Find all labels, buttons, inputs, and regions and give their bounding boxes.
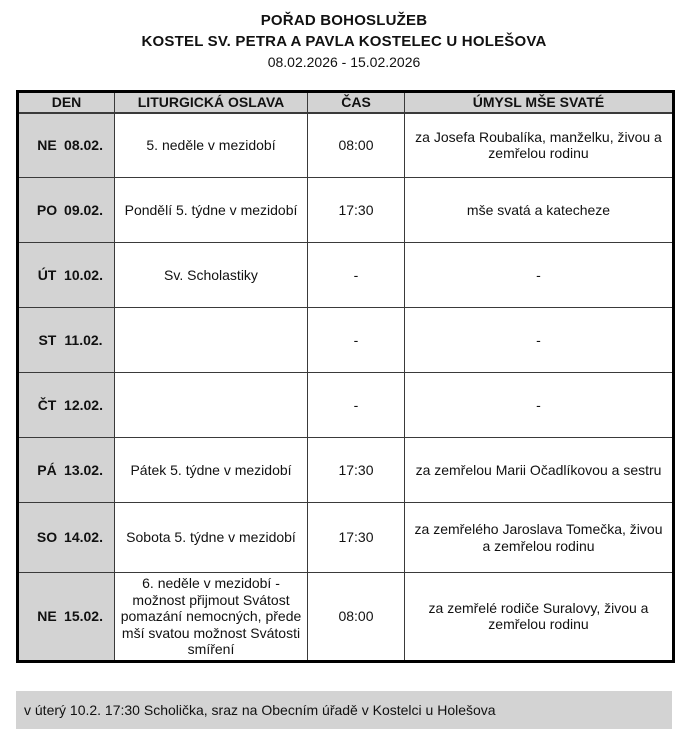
celebration-cell — [115, 373, 308, 438]
day-abbr: PÁ — [37, 461, 57, 478]
day-cell — [18, 113, 115, 178]
day-abbr: ST — [38, 331, 57, 348]
day-date: 12.02. — [64, 396, 103, 413]
celebration-cell: 6. neděle v mezidobí - možnost přijmout Svátost pomazání nemocných, přede mší svatou možnost Svátosti smíření — [115, 573, 308, 662]
day-cell — [18, 438, 115, 503]
table-row — [18, 503, 674, 573]
day-date: 10.02. — [64, 266, 103, 283]
page-title: POŘAD BOHOSLUŽEB — [260, 12, 428, 29]
day-cell — [18, 573, 115, 662]
day-cell — [18, 373, 115, 438]
footer-note: v úterý 10.2. 17:30 Scholička, sraz na Obecním úřadě v Kostelci u Holešova — [16, 691, 672, 729]
schedule-table — [16, 90, 675, 663]
time-cell: 08:00 — [308, 113, 405, 178]
day-abbr: NE — [37, 137, 57, 153]
day-cell — [18, 308, 115, 373]
church-name: KOSTEL SV. PETRA A PAVLA KOSTELEC U HOLEŠOVA — [141, 33, 547, 50]
celebration-cell: Pondělí 5. týdne v mezidobí — [115, 178, 308, 243]
day-abbr: ÚT — [37, 266, 57, 283]
time-cell: - — [308, 373, 405, 438]
celebration-cell: Sv. Scholastiky — [115, 243, 308, 308]
day-cell — [18, 503, 115, 573]
day-abbr: SO — [36, 529, 58, 546]
time-cell: - — [308, 243, 405, 308]
intention-cell: - — [405, 373, 674, 438]
title-block — [0, 0, 688, 73]
day-date: 11.02. — [64, 331, 103, 348]
column-header-time: ČAS — [308, 92, 405, 113]
table-row — [18, 113, 674, 178]
time-cell: 17:30 — [308, 438, 405, 503]
day-date: 14.02. — [64, 529, 103, 546]
celebration-cell: 5. neděle v mezidobí — [115, 113, 308, 178]
intention-cell: za zemřelou Marii Očadlíkovou a sestru — [405, 438, 674, 503]
table-row — [18, 178, 674, 243]
day-cell — [18, 178, 115, 243]
day-date: 13.02. — [64, 461, 103, 478]
time-cell: 08:00 — [308, 573, 405, 662]
table-row — [18, 373, 674, 438]
time-cell: - — [308, 308, 405, 373]
table-header-row — [18, 92, 674, 113]
column-header-day: DEN — [18, 92, 115, 113]
intention-cell: za zemřelé rodiče Suralovy, živou a zemřelou rodinu — [405, 573, 674, 662]
day-date: 15.02. — [64, 608, 103, 625]
intention-cell: za zemřelého Jaroslava Tomečka, živou a zemřelou rodinu — [405, 503, 674, 573]
day-date: 09.02. — [64, 201, 103, 218]
intention-cell: - — [405, 308, 674, 373]
table-row — [18, 438, 674, 503]
day-abbr: PO — [36, 201, 58, 218]
time-cell: 17:30 — [308, 178, 405, 243]
column-header-celebration: LITURGICKÁ OSLAVA — [115, 92, 308, 113]
time-cell: 17:30 — [308, 503, 405, 573]
table-row — [18, 243, 674, 308]
day-date: 08.02. — [64, 137, 103, 153]
celebration-cell: Pátek 5. týdne v mezidobí — [115, 438, 308, 503]
day-abbr: ČT — [37, 396, 57, 413]
celebration-cell: Sobota 5. týdne v mezidobí — [115, 503, 308, 573]
date-range: 08.02.2026 - 15.02.2026 — [267, 54, 421, 70]
intention-cell: za Josefa Roubalíka, manželku, živou a zemřelou rodinu — [405, 113, 674, 178]
celebration-cell — [115, 308, 308, 373]
table-row — [18, 308, 674, 373]
day-cell — [18, 243, 115, 308]
table-row — [18, 573, 674, 662]
intention-cell: - — [405, 243, 674, 308]
day-abbr: NE — [37, 608, 57, 625]
intention-cell: mše svatá a katecheze — [405, 178, 674, 243]
column-header-intention: ÚMYSL MŠE SVATÉ — [405, 92, 674, 113]
